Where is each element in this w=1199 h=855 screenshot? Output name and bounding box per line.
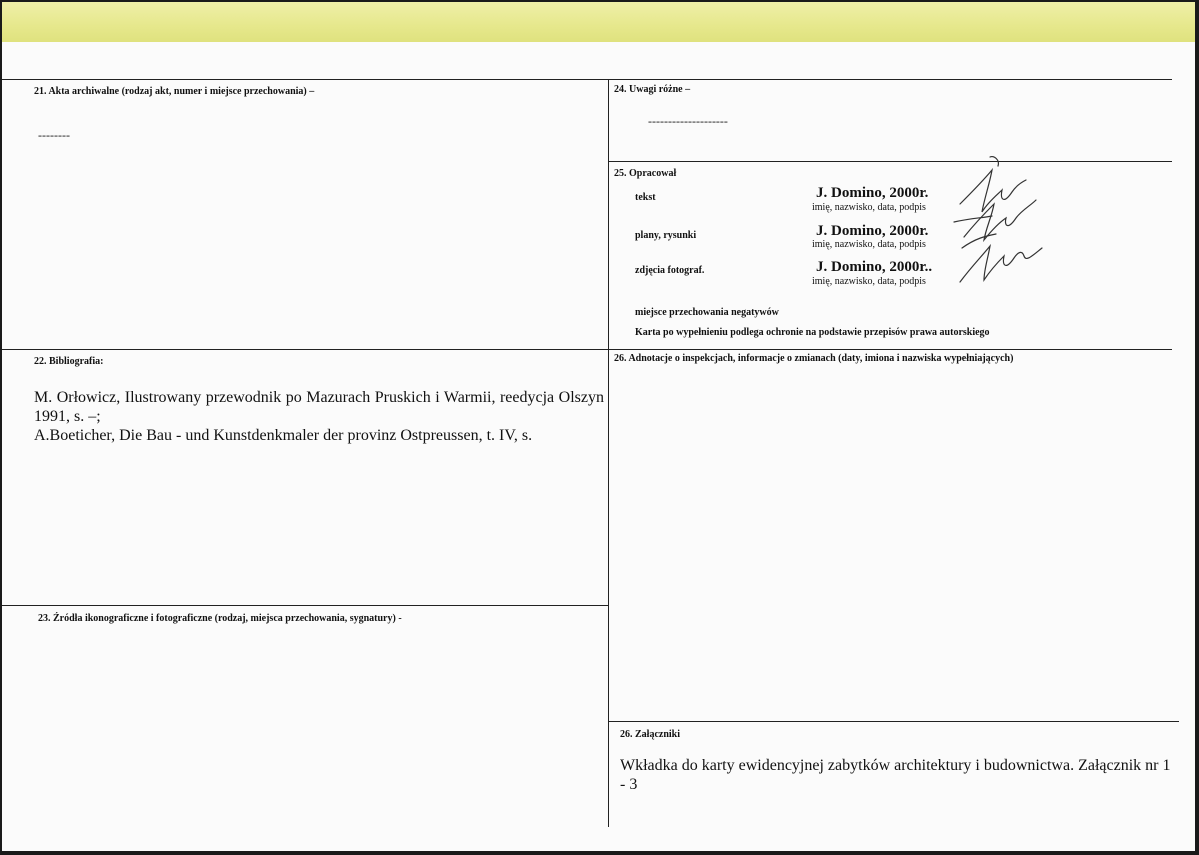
center-divider bbox=[608, 79, 609, 827]
rule-24-25 bbox=[609, 161, 1172, 162]
section-23-label: 23. Źródła ikonograficzne i fotograficzne (rodzaj, miejsca przechowania, sygnatury) - bbox=[38, 613, 402, 624]
yellow-tape-strip bbox=[2, 2, 1195, 42]
row-tekst-caption: imię, nazwisko, data, podpis bbox=[812, 202, 926, 213]
section-26-attachments-label: 26. Załączniki bbox=[620, 729, 681, 740]
row-tekst-key: tekst bbox=[635, 192, 656, 203]
row-plany-name: J. Domino, 2000r. bbox=[816, 223, 929, 239]
handwritten-signature bbox=[942, 152, 1052, 292]
attachments-text: Wkładka do karty ewidencyjnej zabytków architektury i budownictwa. Załącznik nr 1 - 3 bbox=[620, 757, 1171, 793]
row-plany-caption: imię, nazwisko, data, podpis bbox=[812, 239, 926, 250]
top-rule bbox=[2, 79, 1172, 80]
negatives-label: miejsce przechowania negatywów bbox=[635, 307, 779, 318]
row-zdjecia-key: zdjęcia fotograf. bbox=[635, 265, 705, 276]
section-24-label: 24. Uwagi różne – bbox=[614, 84, 691, 95]
row-zdjecia-caption: imię, nazwisko, data, podpis bbox=[812, 276, 926, 287]
section-21-value: -------- bbox=[38, 128, 70, 142]
row-zdjecia-name: J. Domino, 2000r.. bbox=[816, 259, 933, 275]
section-26-annotations-label: 26. Adnotacje o inspekcjach, informacje o zmianach (daty, imiona i nazwiska wypełniających) bbox=[614, 353, 1014, 364]
row-plany-key: plany, rysunki bbox=[635, 230, 697, 241]
section-24-value: -------------------- bbox=[648, 114, 728, 128]
section-22-label: 22. Bibliografia: bbox=[34, 356, 104, 367]
rule-26-zalaczniki bbox=[609, 721, 1179, 722]
row-tekst-name: J. Domino, 2000r. bbox=[816, 185, 929, 201]
rule-22-23 bbox=[2, 605, 609, 606]
section-25-label: 25. Opracował bbox=[614, 168, 677, 179]
rule-middle bbox=[2, 349, 1172, 350]
section-21-label: 21. Akta archiwalne (rodzaj akt, numer i miejsce przechowania) – bbox=[34, 86, 315, 97]
copyright-note: Karta po wypełnieniu podlega ochronie na podstawie przepisów prawa autorskiego bbox=[635, 327, 990, 338]
bibliography-entry-2: A.Boeticher, Die Bau - und Kunstdenkmaler der provinz Ostpreussen, t. IV, s. bbox=[34, 427, 533, 444]
record-card bbox=[2, 2, 1195, 851]
bibliography-entry-1: M. Orłowicz, Ilustrowany przewodnik po Mazurach Pruskich i Warmii, reedycja Olszyn 1991, s. –; bbox=[34, 389, 604, 425]
